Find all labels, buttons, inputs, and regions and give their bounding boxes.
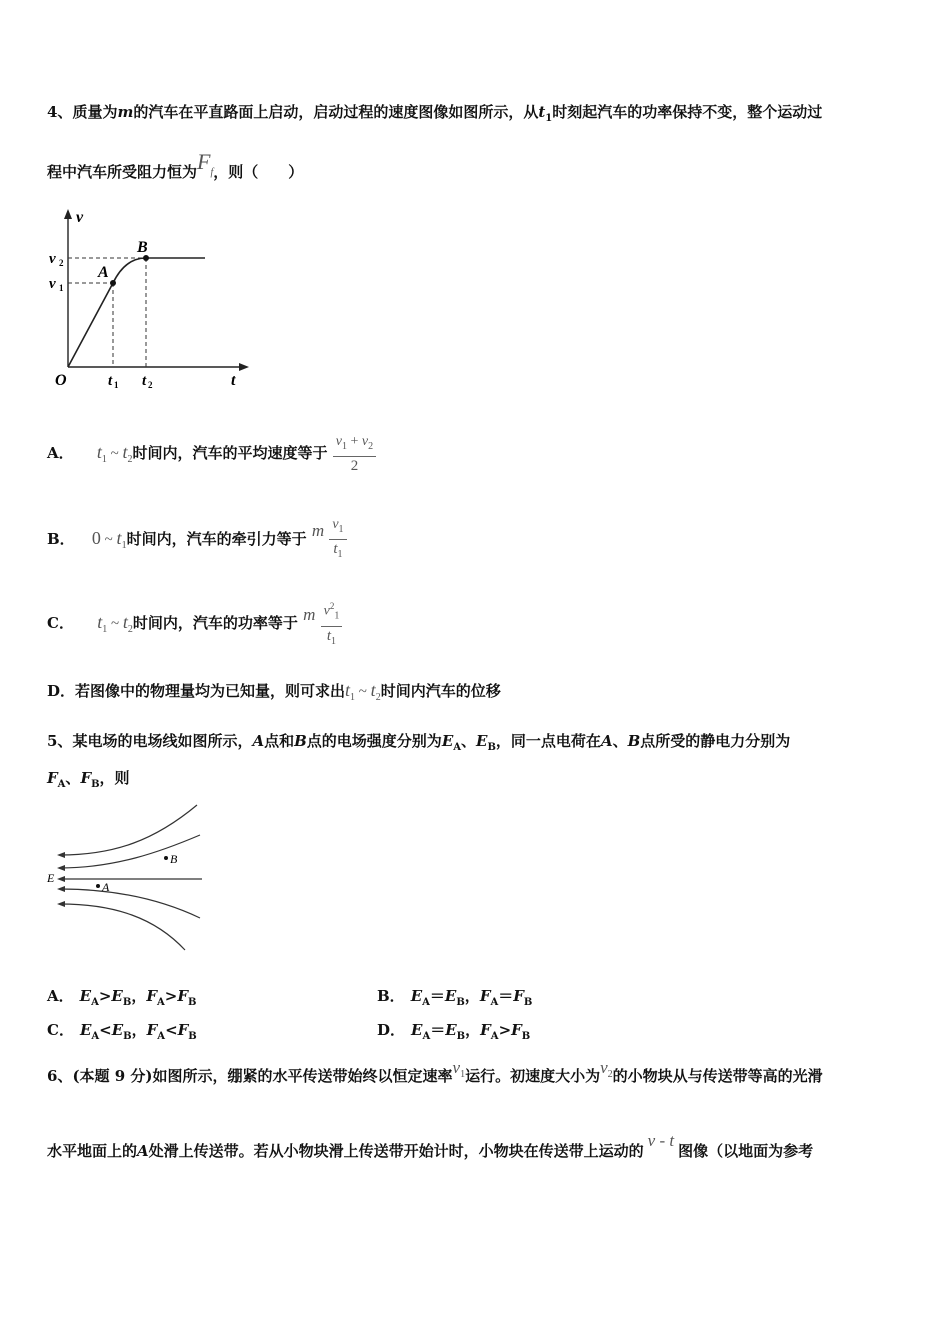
q4-line-1: 4、质量为m的汽车在平直路面上启动，启动过程的速度图像如图所示，从$t_1$时刻起汽车的功率保持不变，整个运动过 (47, 103, 823, 124)
power-fraction: $\frac{v^2_1}{t_1}$ (321, 597, 343, 650)
svg-text:1: 1 (114, 380, 119, 390)
field-line-4 (60, 889, 200, 918)
q4-number: 4、 (47, 103, 73, 121)
svg-text:2: 2 (59, 258, 64, 268)
point-a-label: A (98, 264, 109, 281)
arrow-icon (57, 876, 65, 882)
q4-velocity-time-graph (45, 205, 255, 390)
q4-option-c: C． $t_1$ ~ $t_2$时间内，汽车的功率等于 m $\frac{v^2_1}{t_1}$ (47, 594, 342, 658)
svg-text:1: 1 (59, 283, 64, 293)
q4-option-b: B． 0 ~ $t_1$时间内，汽车的牵引力等于 m $\frac{v_1}{t_1}$ (47, 510, 347, 574)
q6-line-1: 6、(本题 9 分)如图所示，绷紧的水平传送带始终以恒定速率$v_1$运行。初速度大小为$v_2$的小物块从与传送带等高的光滑 (47, 1058, 823, 1085)
q5-option-a: A． $E_A>E_B$，$F_A>F_B$ (47, 987, 197, 1008)
b-label: B (170, 852, 178, 866)
a-label: A (102, 880, 110, 894)
point-a (110, 280, 116, 286)
q4-line-2: 程中汽车所受阻力恒为$F_f$，则（ ） (47, 149, 304, 181)
velocity-curve (68, 258, 205, 367)
v-axis-label: v (76, 209, 84, 226)
svg-text:2: 2 (148, 380, 153, 390)
field-line-1 (60, 805, 197, 855)
q5-number: 5、 (47, 732, 73, 750)
arrow-icon (57, 852, 65, 858)
point-a-dot (96, 884, 100, 888)
origin-label: O (55, 372, 67, 389)
traction-force-fraction: $\frac{v_1}{t_1}$ (329, 516, 346, 564)
q5-electric-field-figure (45, 800, 210, 960)
q4-option-d: D．若图像中的物理量均为已知量，则可求出$t_1$ ~ $t_2$时间内汽车的位移 (47, 680, 501, 703)
q5-option-b: B． $E_A=E_B$，$F_A=F_B$ (377, 987, 533, 1008)
q5-line-2: $F_A$、$F_B$，则 (47, 769, 130, 790)
t2-label: t (142, 373, 147, 389)
arrow-icon (57, 886, 65, 892)
arrow-icon (57, 865, 65, 871)
e-label: E (47, 871, 55, 885)
v1-label: v (49, 276, 56, 292)
arrow-icon (57, 901, 65, 907)
field-line-5 (60, 904, 185, 950)
t1-label: t (108, 373, 113, 389)
t-axis-arrow-icon (239, 363, 249, 371)
field-line-2 (60, 835, 200, 868)
q4-option-a: A． $t_1$ ~ $t_2$时间内，汽车的平均速度等于 $\frac{v_1 + v_2}{2}$ (47, 424, 376, 488)
t-axis-label: t (231, 372, 236, 389)
q5-line-1: 5、某电场的电场线如图所示，A点和B点的电场强度分别为$E_A$、$E_B$，同一点电荷在A、B点所受的静电力分别为 (47, 732, 791, 753)
q5-option-c: C． $E_A<E_B$，$F_A<F_B$ (47, 1021, 197, 1042)
v-axis-arrow-icon (64, 209, 72, 219)
point-b-label: B (137, 239, 148, 256)
q6-line-2: 水平地面上的A处滑上传送带。若从小物块滑上传送带开始计时，小物块在传送带上运动的v - t图像（以地面为参考 (47, 1131, 814, 1160)
q6-number: 6、 (47, 1067, 73, 1085)
point-b-dot (164, 856, 168, 860)
average-velocity-fraction: $\frac{v_1 + v_2}{2}$ (333, 433, 376, 475)
q5-option-d: D． $E_A=E_B$，$F_A>F_B$ (377, 1021, 531, 1042)
v2-label: v (49, 251, 56, 267)
